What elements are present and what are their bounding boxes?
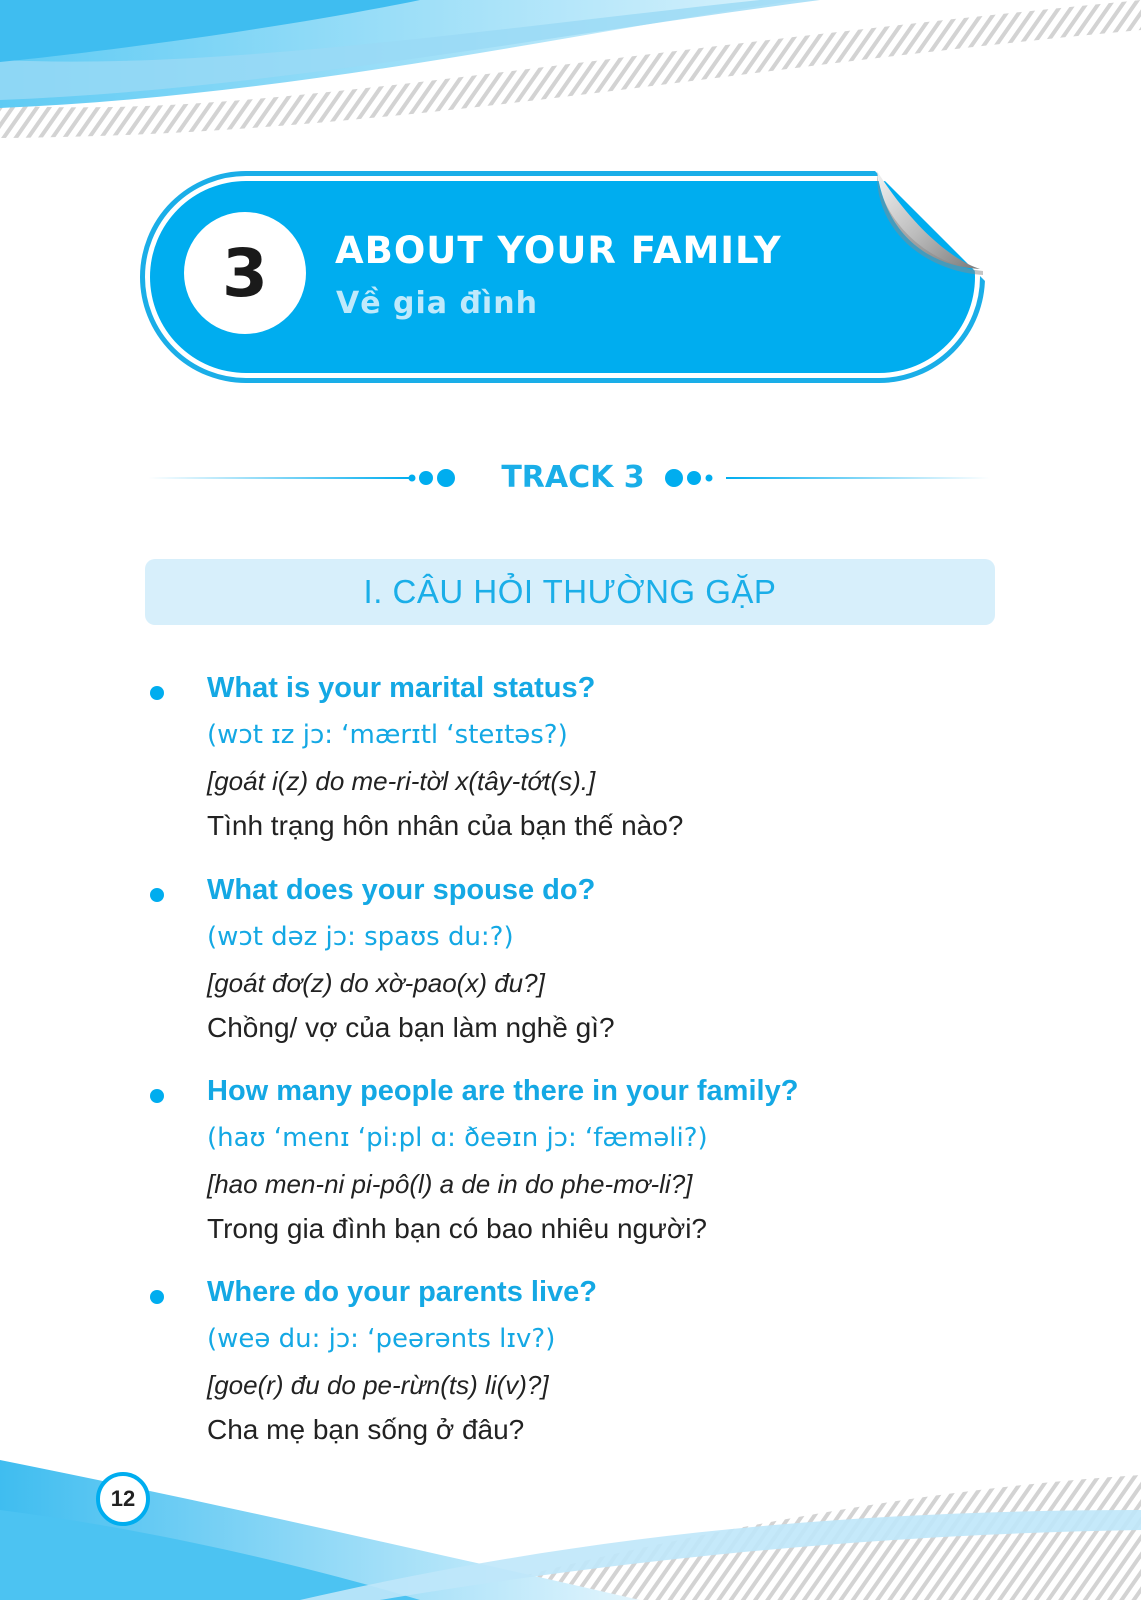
question-vietnamese: Trong gia đình bạn có bao nhiêu người? [207, 1213, 707, 1244]
chapter-subtitle: Về gia đình [336, 286, 538, 321]
question-pronunciation: [goát đơ(z) do xờ-pao(x) đu?] [207, 968, 545, 998]
top-wave-decoration [0, 0, 1141, 140]
question-ipa: (weə du: jɔ: ‘peərənts lɪv?) [207, 1324, 556, 1354]
question-english: How many people are there in your family? [207, 1075, 799, 1107]
bullet-icon [150, 888, 164, 902]
question-ipa: (wɔt dəz jɔ: spaʊs du:?) [207, 922, 514, 952]
page-curl-icon [875, 171, 985, 281]
chapter-title: ABOUT YOUR FAMILY [335, 229, 782, 272]
question-pronunciation: [goe(r) đu do pe-rừn(ts) li(v)?] [207, 1370, 549, 1400]
section-heading: I. CÂU HỎI THƯỜNG GẶP [145, 559, 995, 625]
track-indicator [148, 458, 990, 498]
page-number: 12 [96, 1472, 150, 1526]
bullet-icon [150, 1089, 164, 1103]
track-line-left [148, 477, 410, 479]
dots-left-decoration [408, 468, 462, 488]
question-vietnamese: Tình trạng hôn nhân của bạn thế nào? [207, 810, 684, 841]
bottom-wave-decoration [0, 1420, 1141, 1600]
question-english: Where do your parents live? [207, 1276, 597, 1308]
question-vietnamese: Cha mẹ bạn sống ở đâu? [207, 1414, 525, 1445]
question-ipa: (haʊ ‘menɪ ‘pi:pl ɑ: ðeəɪn jɔ: ‘fæməli?) [207, 1123, 708, 1153]
track-line-right [726, 477, 990, 479]
question-vietnamese: Chồng/ vợ của bạn làm nghề gì? [207, 1012, 615, 1043]
chapter-banner [140, 171, 985, 383]
bullet-icon [150, 686, 164, 700]
question-pronunciation: [goát i(z) do me-ri-tờl x(tây-tớt(s).] [207, 766, 596, 796]
question-english: What is your marital status? [207, 672, 596, 704]
question-ipa: (wɔt ɪz jɔ: ‘mærɪtl ‘steɪtəs?) [207, 720, 568, 750]
question-pronunciation: [hao men-ni pi-pô(l) a de in do phe-mơ-li?] [207, 1169, 693, 1199]
dots-right-decoration [662, 468, 716, 488]
question-english: What does your spouse do? [207, 874, 596, 906]
track-label: TRACK 3 [501, 460, 645, 495]
chapter-number: 3 [184, 212, 306, 334]
bullet-icon [150, 1290, 164, 1304]
